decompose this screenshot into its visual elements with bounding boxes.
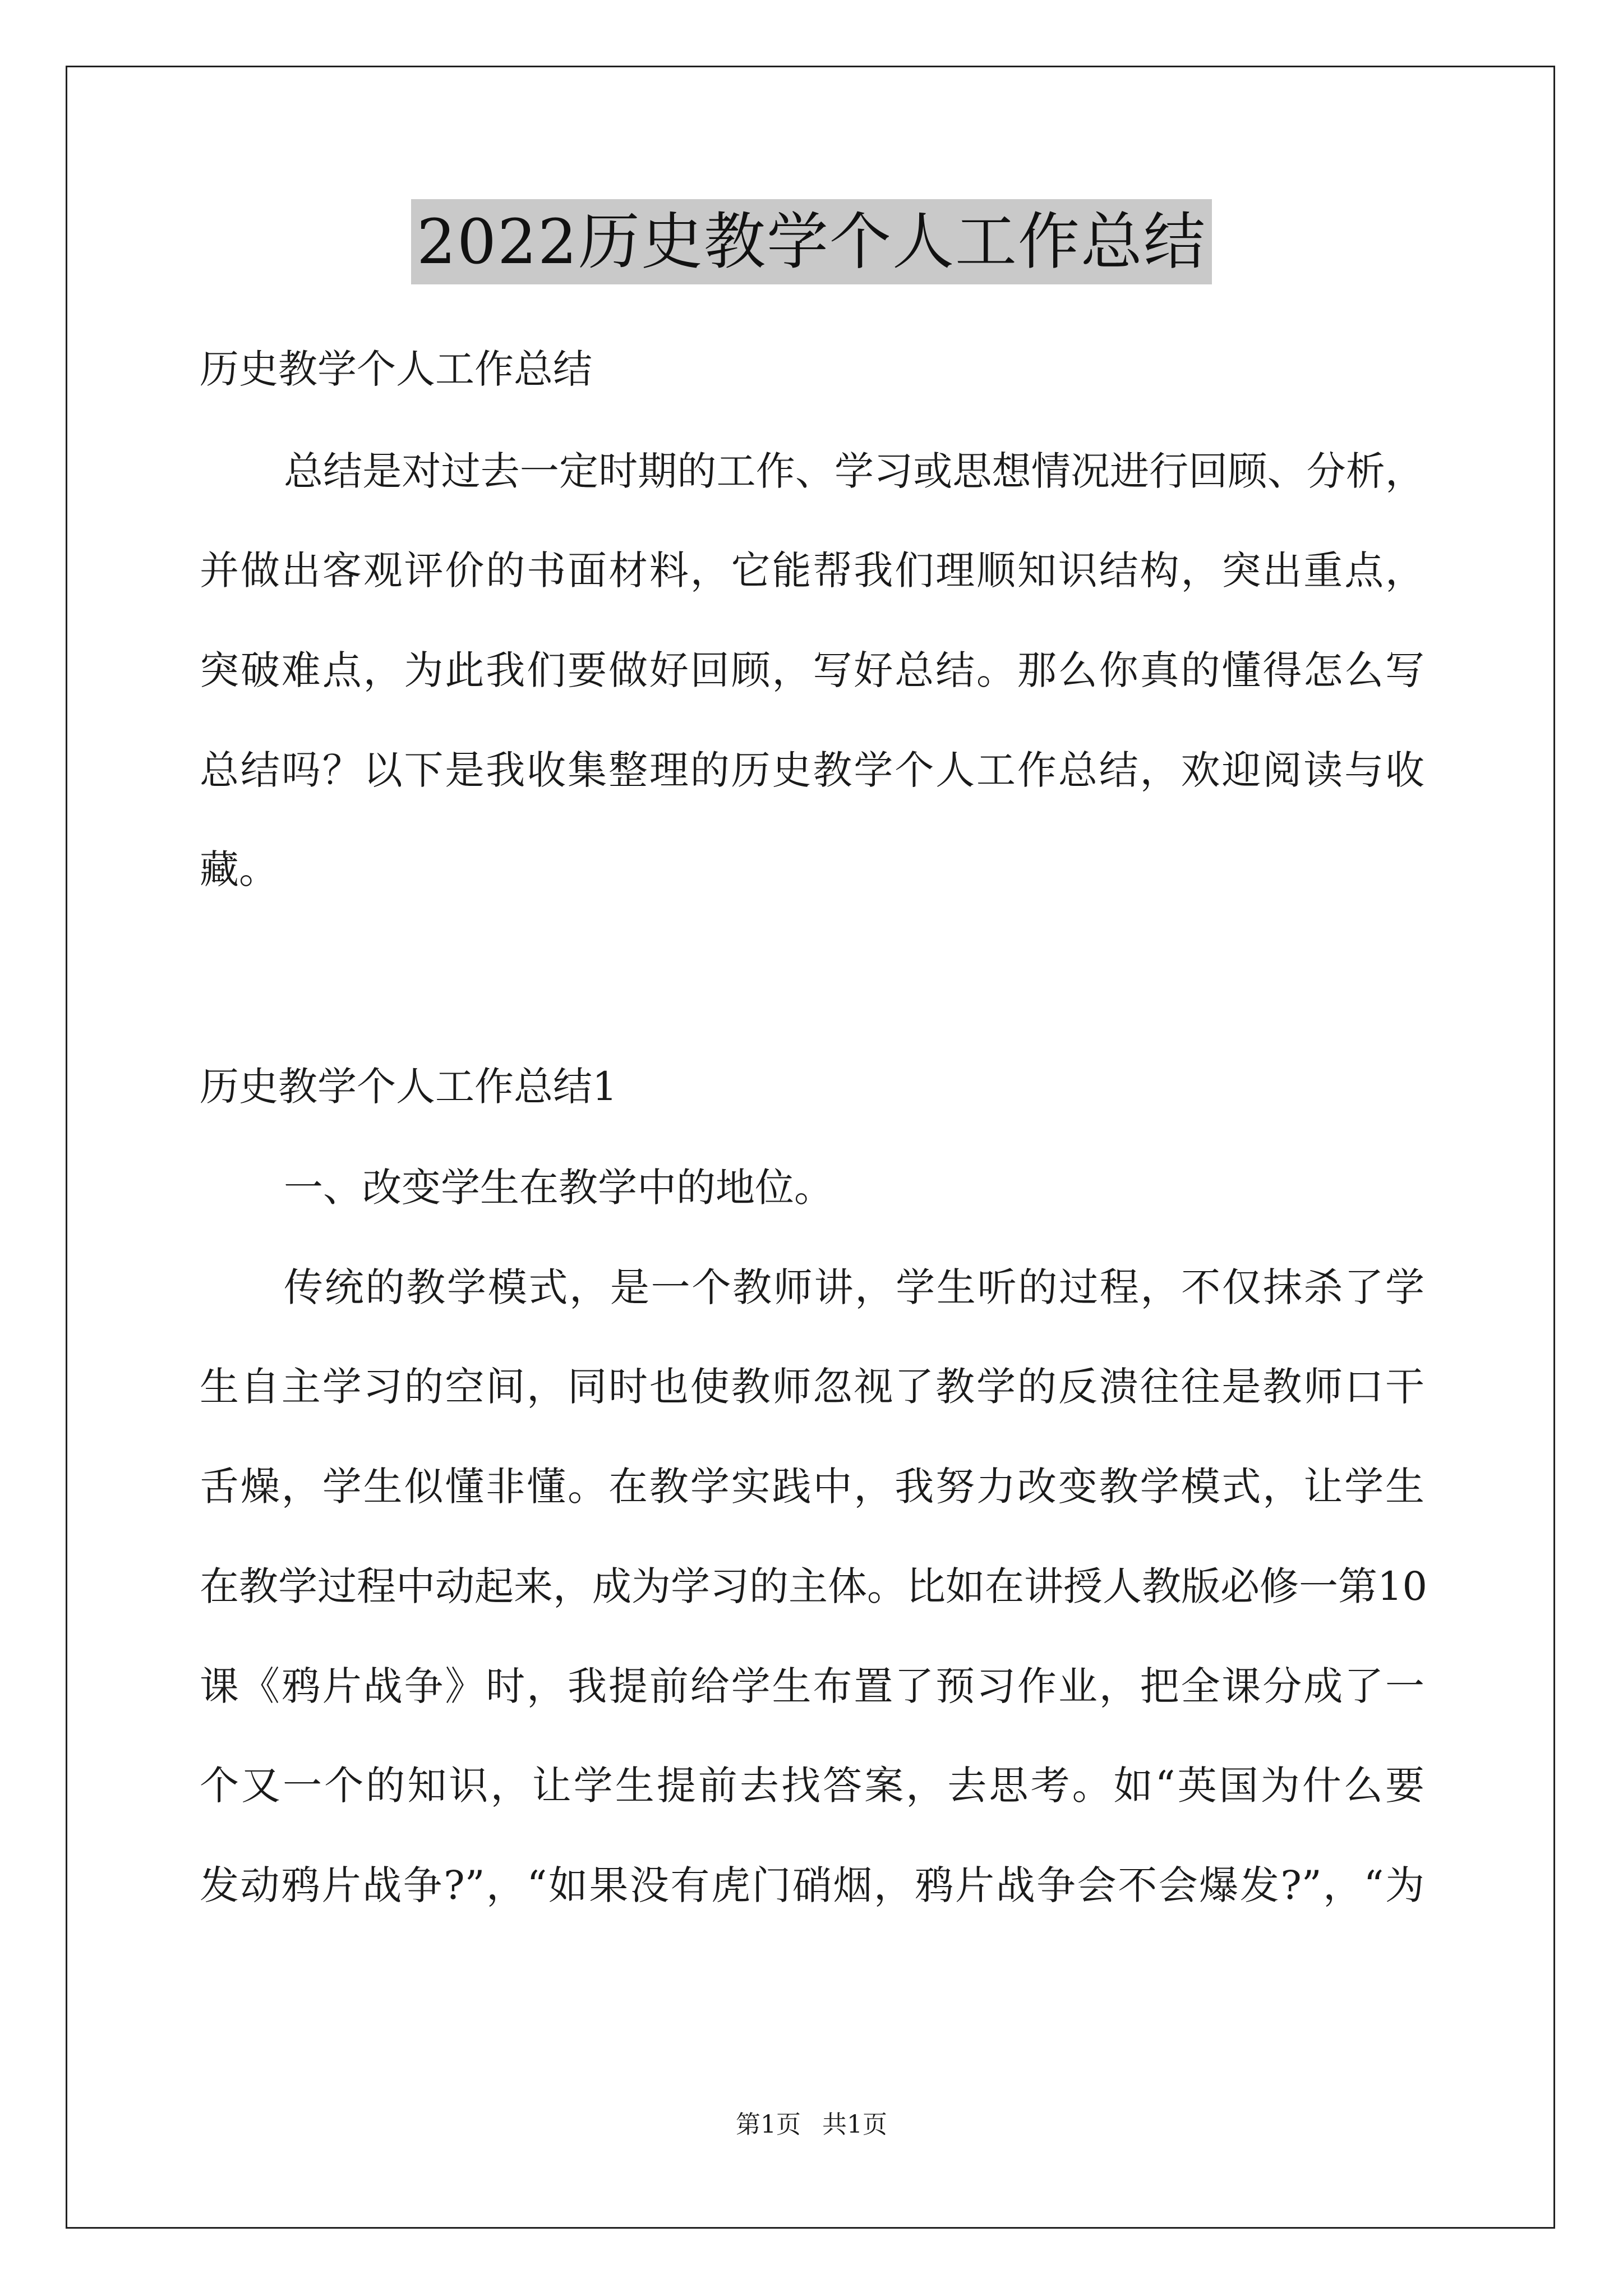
page-footer <box>0 2108 1623 2142</box>
body-line-1: 传统的教学模式，是一个教师讲，学生听的过程，不仅抹杀了学 <box>284 1264 1424 1310</box>
intro-line-5: 藏。 <box>200 846 278 892</box>
document-title: 2022历史教学个人工作总结 <box>411 199 1212 284</box>
body-line-4: 在教学过程中动起来，成为学习的主体。比如在讲授人教版必修一第10 <box>200 1563 1428 1609</box>
intro-line-2: 并做出客观评价的书面材料，它能帮我们理顺知识结构，突出重点， <box>200 547 1424 593</box>
body-line-3: 舌燥，学生似懂非懂。在教学实践中，我努力改变教学模式，让学生 <box>200 1464 1424 1510</box>
body-line-7: 发动鸦片战争?”，“如果没有虎门硝烟，鸦片战争会不会爆发?”，“为 <box>200 1862 1424 1908</box>
page-total: 共1页 <box>822 2110 887 2139</box>
body-line-6: 个又一个的知识，让学生提前去找答案，去思考。如“英国为什么要 <box>200 1763 1424 1809</box>
section-subheading: 一、改变学生在教学中的地位。 <box>284 1165 833 1211</box>
section-heading-1: 历史教学个人工作总结1 <box>200 1064 617 1110</box>
body-line-5: 课《鸦片战争》时，我提前给学生布置了预习作业，把全课分成了一 <box>200 1663 1424 1709</box>
title-container <box>0 199 1623 284</box>
body-line-2: 生自主学习的空间，同时也使教师忽视了教学的反溃往往是教师口干 <box>200 1364 1424 1410</box>
intro-line-1: 总结是对过去一定时期的工作、学习或思想情况进行回顾、分析， <box>284 448 1424 494</box>
page-number: 第1页 <box>736 2110 801 2139</box>
intro-line-3: 突破难点，为此我们要做好回顾，写好总结。那么你真的懂得怎么写 <box>200 647 1424 693</box>
document-heading: 历史教学个人工作总结 <box>200 346 592 392</box>
intro-line-4: 总结吗？以下是我收集整理的历史教学个人工作总结，欢迎阅读与收 <box>200 747 1424 793</box>
